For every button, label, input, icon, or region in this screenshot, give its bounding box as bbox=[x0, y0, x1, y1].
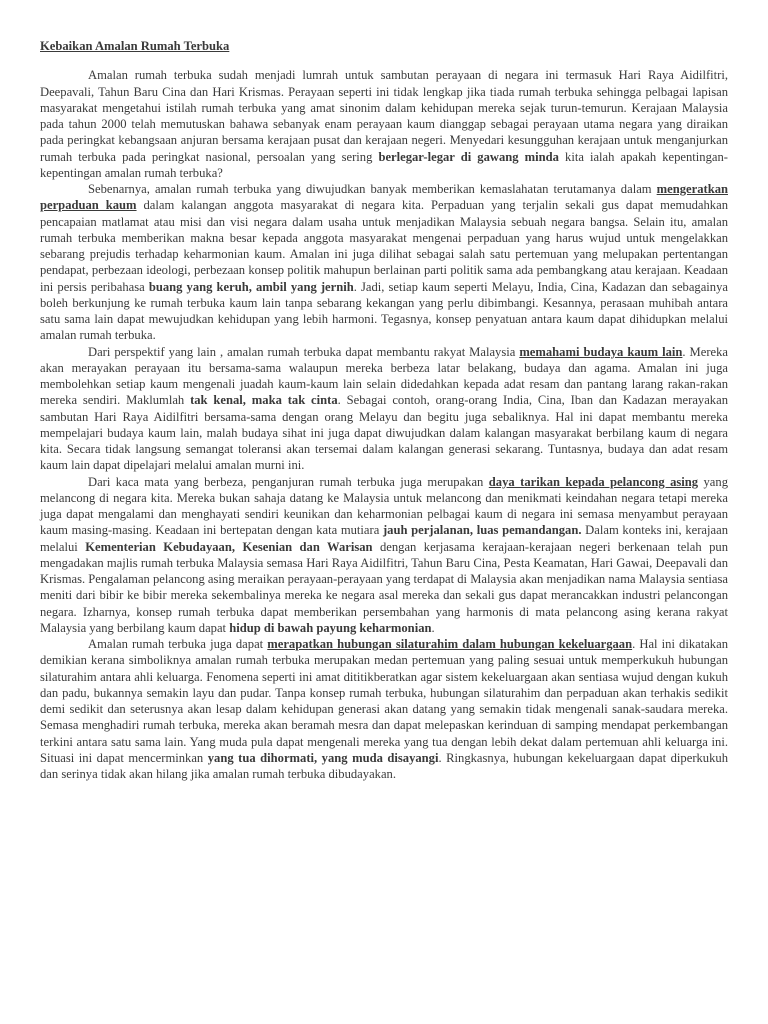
emphasis-phrase: hidup di bawah payung keharmonian bbox=[229, 620, 432, 635]
emphasis-phrase: buang yang keruh, ambil yang jernih bbox=[148, 279, 354, 294]
paragraph-4 bbox=[40, 474, 728, 637]
text-run: . Ringkasnya, hubungan kekeluargaan dapat diperkukuh dan serinya tidak akan hilang jika amalan rumah terbuka dibudayakan. bbox=[40, 750, 728, 781]
text-run: Dalam konteks ini, kerajaan melalui bbox=[40, 523, 728, 554]
emphasis-phrase: Kementerian Kebudayaan, Kesenian dan Warisan bbox=[85, 539, 373, 554]
text-run: . Hal ini dikatakan demikian kerana simboliknya amalan rumah terbuka merupakan medan pertemuan yang paling sesuai untuk memperkukuh hubungan silaturahim antara ahli keluarga. Fenomena seperti ini amat dititikberatkan agar sistem kekeluargaan akan sentiasa wujud dengan kukuh dan padu, bukannya semakin layu dan pudar. Tanpa konsep rumah terbuka, hubungan silaturahim dan perpaduan akan terhakis sedikit demi sedikit dan seterusnya akan lesap dalam kehidupan generasi akan datang yang semakin tidak mengenali sanak-saudara mereka. Semasa menghadiri rumah terbuka, mereka akan beramah mesra dan dapat melepaskan kerinduan di samping mendapat perkembangan terkini antara satu sama lain. Yang muda pula dapat mengenali mereka yang tua dengan lebih dekat dalam pertemuan ahli keluarga ini. Situasi ini dapat mencerminkan bbox=[40, 637, 728, 765]
document-title: Kebaikan Amalan Rumah Terbuka bbox=[40, 39, 230, 53]
emphasis-phrase: berlegar-legar di gawang minda bbox=[378, 149, 559, 164]
paragraph-2 bbox=[40, 181, 728, 344]
text-run: . Jadi, setiap kaum seperti Melayu, India, Cina, Kadazan dan sebagainya boleh berkunjung ke rumah terbuka kaum lain tanpa sebarang kekangan yang perlu dibimbangi. Kesannya, perasaan muhibah antara satu sama lain dapat mewujudkan kehidupan yang lebih harmoni. Tegasnya, konsep penyatuan antara kaum dapat dihidupkan melalui amalan rumah terbuka. bbox=[40, 279, 728, 343]
text-run: Dari perspektif yang lain , amalan rumah terbuka dapat membantu rakyat Malaysia bbox=[88, 344, 520, 359]
text-run: . Mereka akan merayakan perayaan itu bersama-sama walaupun mereka berbeza latar belakang, budaya dan agama. Amalan ini juga membolehkan setiap kaum mengenali juadah kaum-kaum lain selain didedahkan kepada adat resam dan pantang larang rakan-rakan mereka sendiri. Maklumlah bbox=[40, 344, 728, 408]
emphasis-phrase: memahami budaya kaum lain bbox=[519, 344, 683, 359]
text-run: kita ialah apakah kepentingan-kepentingan amalan rumah terbuka? bbox=[40, 149, 728, 180]
text-run: Sebenarnya, amalan rumah terbuka yang diwujudkan banyak memberikan kemaslahatan terutamanya dalam bbox=[88, 182, 657, 196]
text-run: yang melancong di negara kita. Mereka bukan sahaja datang ke Malaysia untuk melancong dan menikmati keindahan negara tetapi mereka juga dapat mengalami dan menghayati sendiri keunikan dan keharmonian pelbagai kaum di negara ini semasa menyambut perayaan kaum masing-masing. Keadaan ini bertepatan dengan kata mutiara bbox=[40, 474, 728, 538]
emphasis-phrase: jauh perjalanan, luas pemandangan. bbox=[382, 523, 582, 538]
text-run: dalam kalangan anggota masyarakat di negara kita. Perpaduan yang terjalin sekali gus dapat memudahkan pencapaian matlamat atau misi dan visi negara dalam usaha untuk menjadikan Malaysia sebuah negara bangsa. Selain itu, amalan rumah terbuka memberikan makna besar kepada anggota masyarakat mengenai perpaduan yang harus wujud untuk mengelakkan sebarang prejudis terhadap keharmonian kaum. Amalan ini juga dilihat sebagai salah satu pertemuan yang melupakan pertentangan pendapat, perbezaan ideologi, perbezaan konsep politik mahupun berlainan parti politik sama ada pembangkang atau kerajaan. Keadaan ini persis peribahasa bbox=[40, 198, 728, 294]
text-run: . bbox=[431, 620, 435, 635]
paragraph-3 bbox=[40, 344, 728, 474]
emphasis-phrase: mengeratkan perpaduan kaum bbox=[40, 182, 728, 213]
text-run: Amalan rumah terbuka sudah menjadi lumrah untuk sambutan perayaan di negara ini termasuk Hari Raya Aidilfitri, Deepavali, Tahun Baru Cina dan Hari Krismas. Perayaan seperti ini tidak lengkap jika tiada rumah terbuka sehingga pelbagai lapisan masyarakat mengetahui istilah rumah terbuka yang amat sinonim dalam kehidupan mereka sejak turun-temurun. Kerajaan Malaysia pada tahun 2000 telah memutuskan bahawa sebanyak enam perayaan kaum dianggap sebagai perayaan utama negara yang diraikan pada peringkat kebangsaan anjuran bersama kerajaan pusat dan kerajaan negeri. Menyedari kesungguhan kerajaan untuk menganjurkan rumah terbuka pada peringkat nasional, persoalan yang sering bbox=[40, 68, 728, 164]
paragraph-5 bbox=[40, 636, 728, 782]
paragraph-1 bbox=[40, 67, 728, 181]
emphasis-phrase: daya tarikan kepada pelancong asing bbox=[488, 474, 699, 489]
text-run: . Sebagai contoh, orang-orang India, Cina, Iban dan Kadazan merayakan sambutan Hari Raya Aidilfitri bersama-sama dengan orang Melayu dan begitu juga sebaliknya. Hal ini dapat membantu mereka mempelajari budaya kaum lain, malah budaya sihat ini juga dapat diwujudkan dalam kalangan masyarakat berbilang kaum di negara kita. Secara tidak langsung semangat toleransi akan tersemai dalam kalangan generasi sekarang. Tuntasnya, budaya dan adat resam kaum lain dapat dipelajari melalui amalan murni ini. bbox=[40, 393, 728, 473]
emphasis-phrase: tak kenal, maka tak cinta bbox=[190, 393, 338, 408]
emphasis-phrase: yang tua dihormati, yang muda disayangi bbox=[207, 750, 439, 765]
text-run: Dari kaca mata yang berbeza, penganjuran rumah terbuka juga merupakan bbox=[88, 474, 489, 489]
text-run: Amalan rumah terbuka juga dapat bbox=[88, 637, 268, 651]
text-run: dengan kerjasama kerajaan-kerajaan negeri berkenaan telah pun mengadakan majlis rumah terbuka Malaysia semasa Hari Raya Aidilfitri, Tahun Baru Cina, Pesta Keamatan, Hari Gawai, Deepavali dan Krismas. Pengalaman pelancong asing meraikan perayaan-perayaan yang terdapat di Malaysia akan menjadikan nama Malaysia sentiasa meniti dari bibir ke bibir mereka sekembalinya mereka ke negara asal mereka dan sekali gus dapat merancakkan industri pelancongan negara. Izharnya, konsep rumah terbuka dapat memberikan persembahan yang harmonis di mata pelancong asing kerana rakyat Malaysia yang berbilang kaum dapat bbox=[40, 539, 729, 635]
emphasis-phrase: merapatkan hubungan silaturahim dalam hubungan kekeluargaan bbox=[267, 637, 633, 651]
document-body bbox=[40, 67, 728, 782]
